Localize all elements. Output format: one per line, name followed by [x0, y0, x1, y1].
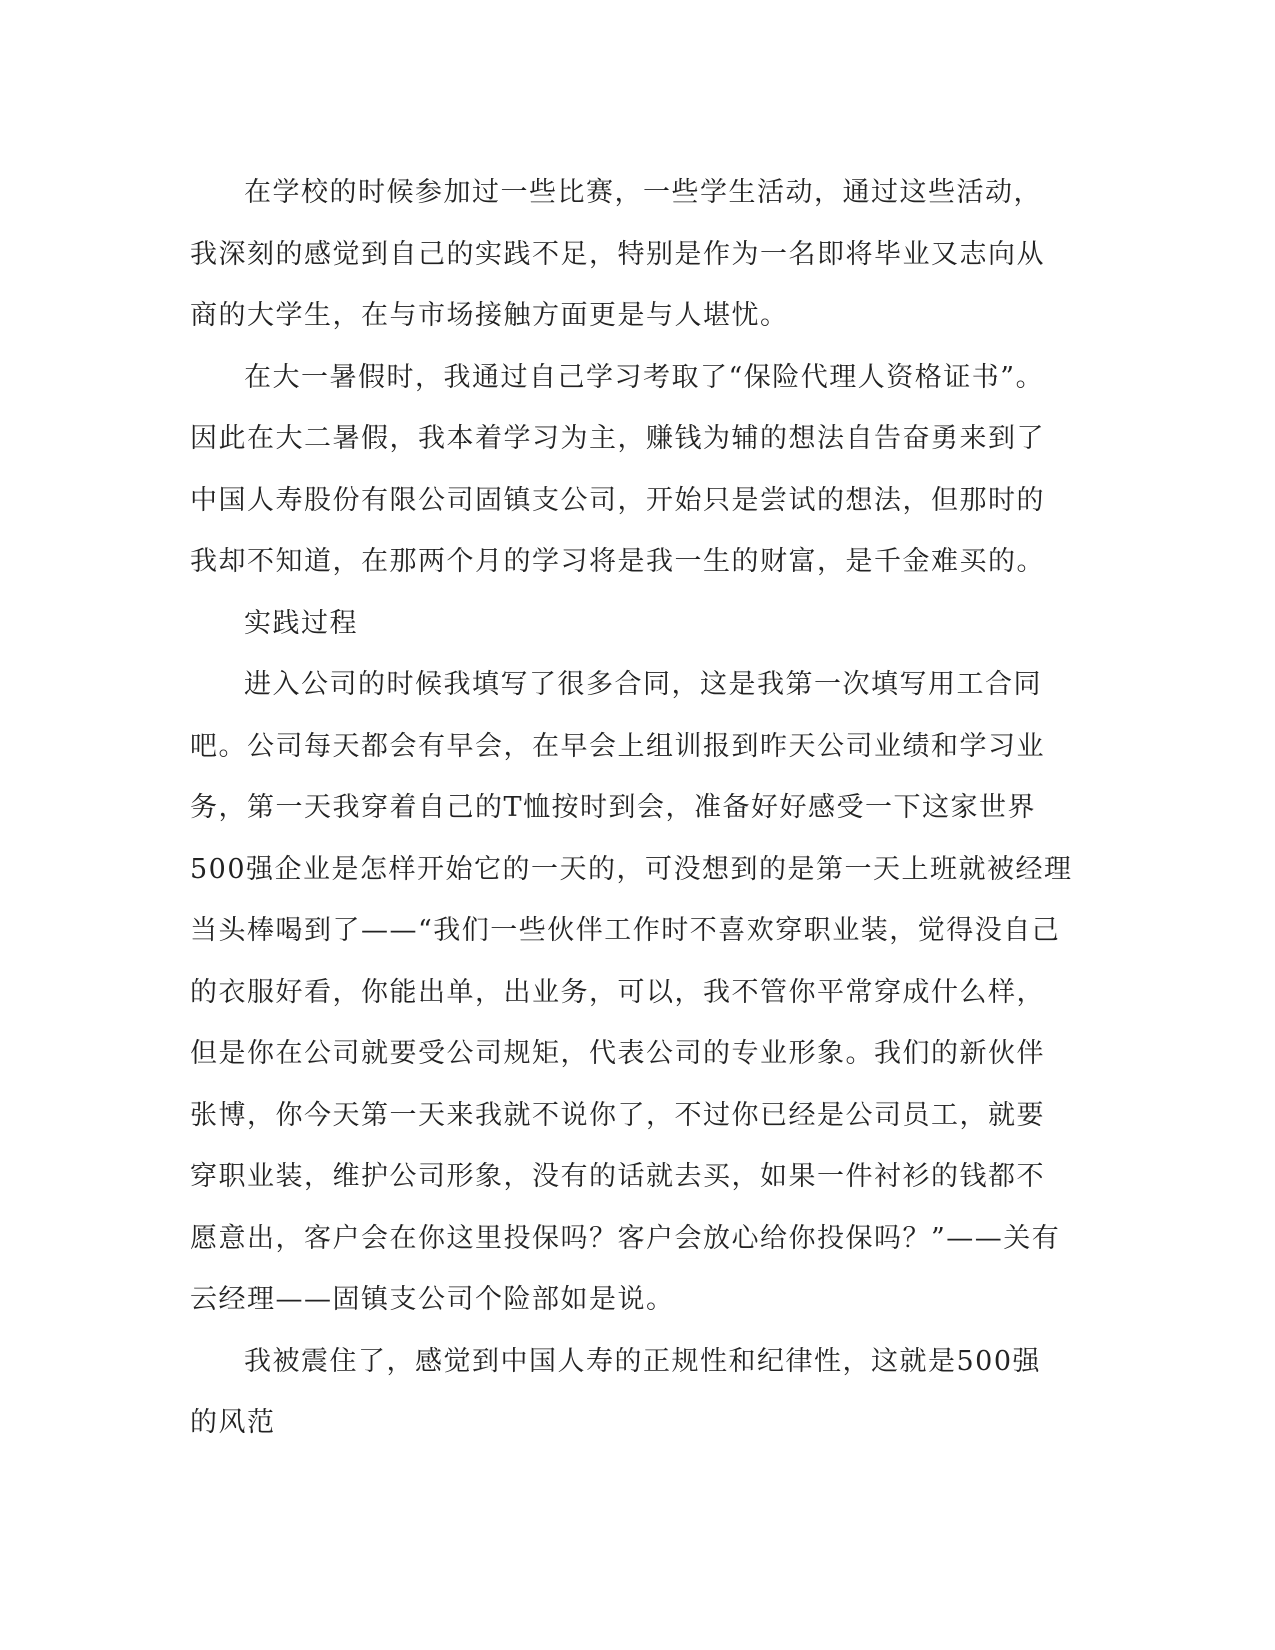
paragraph-joining-company: 进入公司的时候我填写了很多合同，这是我第一次填写用工合同 吧。公司每天都会有早会，在早会上组训报到昨天公司业绩和学习业 务，第一天我穿着自己的T恤按时到会，准备好好感受一下这家世界 500强企业是怎样开始它的一天的，可没想到的是第一天上班就被经理 当头棒喝到了——“我们一些伙伴工作时不喜欢穿职业装，觉得没自己 的衣服好看，你能出单，出业务，可以，我不管你平常穿成什么样， 但是你在公司就要受公司规矩，代表公司的专业形象。我们的新伙伴 张博，你今天第一天来我就不说你了，不过你已经是公司员工，就要 穿职业装，维护公司形象，没有的话就去买，如果一件衬衫的钱都不 愿意出，客户会在你这里投保吗？客户会放心给你投保吗？”——关有 云经理——固镇支公司个险部如是说。	[190, 669, 1073, 1315]
document-body	[190, 162, 1080, 1454]
section-heading-practice-process: 实践过程	[244, 607, 358, 639]
paragraph-impression: 我被震住了，感觉到中国人寿的正规性和纪律性，这就是500强 的风范	[190, 1345, 1042, 1438]
paragraph-insurance-certificate: 在大一暑假时，我通过自己学习考取了“保险代理人资格证书”。 因此在大二暑假，我本着学习为主，赚钱为辅的想法自告奋勇来到了 中国人寿股份有限公司固镇支公司，开始只是尝试的想法，但那时的 我却不知道，在那两个月的学习将是我一生的财富，是千金难买的。	[190, 361, 1045, 577]
paragraph-school-activities: 在学校的时候参加过一些比赛，一些学生活动，通过这些活动， 我深刻的感觉到自己的实践不足，特别是作为一名即将毕业又志向从 商的大学生，在与市场接触方面更是与人堪忧。	[190, 177, 1045, 331]
